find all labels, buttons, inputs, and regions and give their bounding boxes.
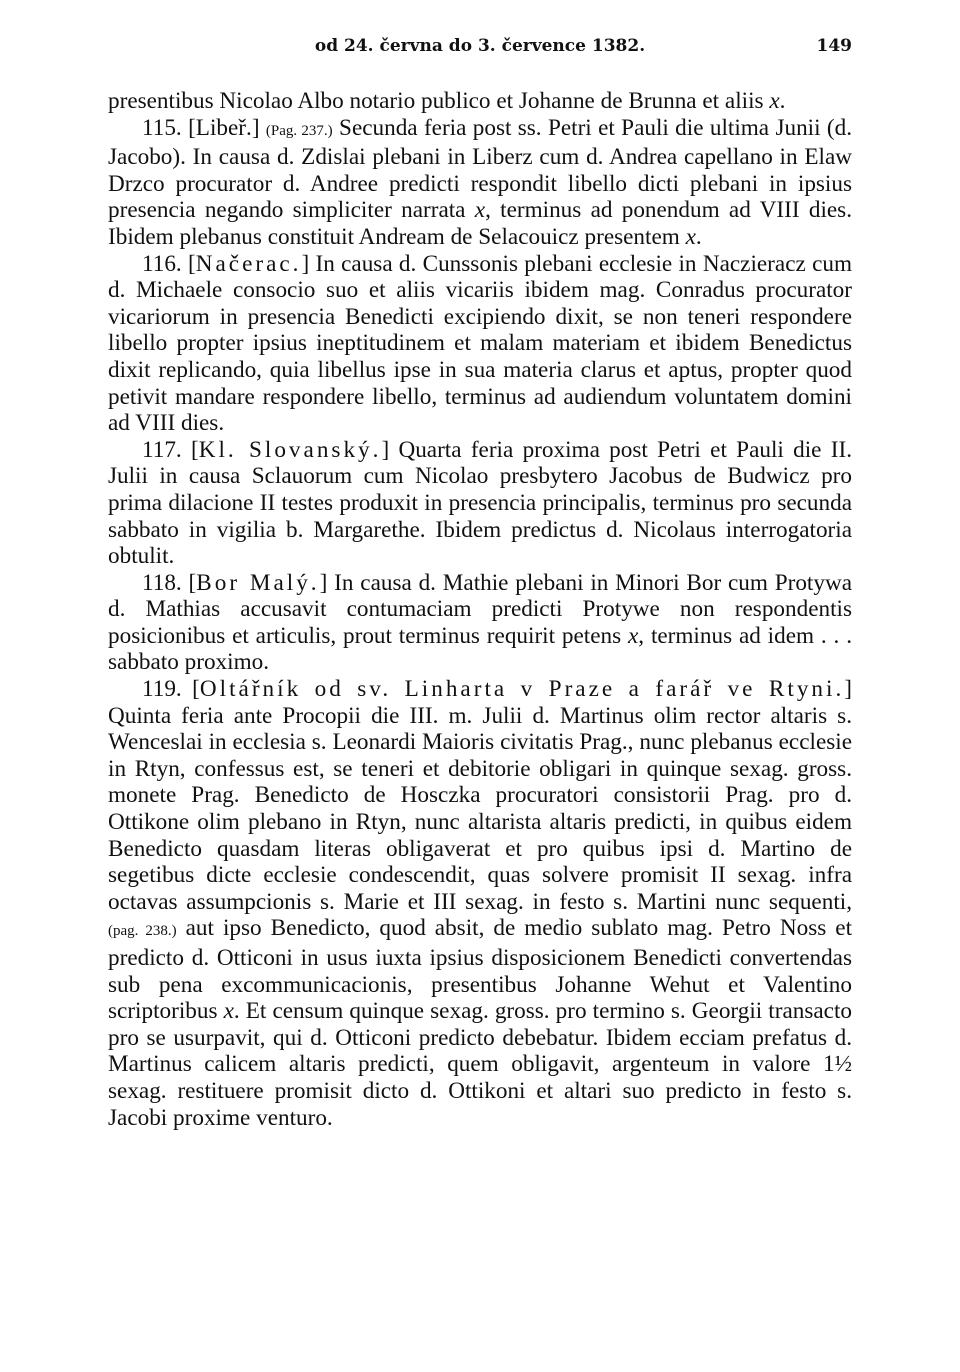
page-reference: (Pag. 237.) <box>265 122 333 139</box>
entry-text: Quarta feria proxima post Petri et Pauli die II. Julii in causa Sclauorum cum Nicolao presbytero Jacobus de Budwicz pro prima dilacione II testes produxit in presencia principalis, terminus pro secunda sabbato in vigilia b. Margarethe. Ibidem predictus d. Nicolaus interrogatoria obtulit. <box>108 436 852 570</box>
entry-number: 115. <box>142 114 182 141</box>
entry-115: 115. [Libeř.] (Pag. 237.) Secunda feria post ss. Petri et Pauli die ultima Junii (d. Jacobo). In causa d. Zdislai plebani in Liberz cum d. Andrea capellano in Elaw Drzco procurator d. Andree predicti respondit libello dicti plebani in ipsius presencia negando simpliciter narrata x, terminus ad ponendum ad VIII dies. Ibidem plebanus constituit Andream de Selacouicz presentem x. <box>108 114 853 250</box>
etc-mark: x <box>685 223 696 250</box>
entry-117: 117. [Kl. Slovanský.] Quarta feria proxima post Petri et Pauli die II. Julii in causa Sclauorum cum Nicolao presbytero Jacobus de Budwicz pro prima dilacione II testes produxit in presencia principalis, terminus pro secunda sabbato in vigilia b. Margarethe. Ibidem predictus d. Nicolaus interrogatoria obtulit. <box>108 436 852 570</box>
running-title: od 24. června do 3. července 1382. <box>314 36 646 56</box>
entry-place: Oltářník od sv. Linharta v Praze a farář ve Rtyni. <box>199 676 845 703</box>
entry-text: aut ipso Benedicto, quod absit, de medio sublato mag. Petro Noss et predicto d. Otticoni in usus iuxta ipsius disposicionem Benedicti convertendas sub pena excommunicacionis, presentibus Johanne Wehut et Valentino scriptoribus <box>108 915 853 1025</box>
entry-119: 119. [Oltářník od sv. Linharta v Praze a farář ve Rtyni.] Quinta feria ante Procopii die III. m. Julii d. Martinus olim rector altaris s. Wenceslai in ecclesia s. Leonardi Maioris civitatis Prag., nunc plebanus ecclesie in Rtyn, confessus est, se teneri et debitorie obligari in quinque sexag. gross. monete Prag. Benedicto de Hosczka procuratori consistorii Prag. pro d. Ottikone olim plebano in Rtyn, nunc altarista altaris predicti, in quibus eidem Benedicto quasdam literas obligaverat et pro quibus ipsi d. Martino de segetibus dicte ecclesie condescendit, quas solvere promisit II sexag. infra octavas assumpcionis s. Marie et III sexag. in festo s. Martini nunc sequenti, (pag. 238.) aut ipso Benedicto, quod absit, de medio sublato mag. Petro Noss et predicto d. Otticoni in usus iuxta ipsius disposicionem Benedicti convertendas sub pena excommunicacionis, presentibus Johanne Wehut et Valentino scriptoribus x. Et censum quinque sexag. gross. pro termino s. Georgii transacto pro se usurpavit, qui d. Otticoni predicto debebatur. Ibidem ecciam prefatus d. Martinus calicem altaris predicti, quem obligavit, argenteum in valore 1½ sexag. restituere promisit dicto d. Ottikoni et altari suo predicto in festo s. Jacobi proxime venturo. <box>108 676 853 1131</box>
page-number: 149 <box>816 36 852 56</box>
page-reference: (pag. 238.) <box>108 923 177 940</box>
etc-mark: x <box>223 998 234 1025</box>
entry-text: . <box>695 223 702 250</box>
intro-tail: . <box>779 88 786 114</box>
body-text <box>108 88 852 1131</box>
entry-text: Quinta feria ante Procopii die III. m. Julii d. Martinus olim rector altaris s. Wenceslai in ecclesia s. Leonardi Maioris civitatis Prag., nunc plebanus ecclesie in Rtyn, confessus est, se teneri et debitorie obligari in quinque sexag. gross. monete Prag. Benedicto de Hosczka procuratori consistorii Prag. pro d. Ottikone olim plebano in Rtyn, nunc altarista altaris predicti, in quibus eidem Benedicto quasdam literas obligaverat et pro quibus ipsi d. Martino de segetibus dicte ecclesie condescendit, quas solvere promisit II sexag. infra octavas assumpcionis s. Marie et III sexag. in festo s. Martini nunc sequenti, <box>108 702 852 915</box>
entry-text: , terminus ad idem . . . sabbato proximo. <box>108 622 852 676</box>
entry-116: 116. [Načerac.] In causa d. Cunssonis plebani ecclesie in Naczieracz cum d. Michaele consocio suo et aliis vicariis ibidem mag. Conradus procurator vicariorum in presencia Benedicti excipiendo dixit, se non teneri respondere libello propter ipsius ineptitudinem et malam materiam et ibidem Benedictus dixit replicando, quia libellus ipse in sua materia clarus et aptus, propter quod petivit mandare respondere libello, terminus ad audiendum voluntatem domini ad VIII dies. <box>108 250 852 437</box>
entry-place: Načerac. <box>195 250 302 277</box>
entry-number: 119. <box>142 676 182 703</box>
entry-text: . Et censum quinque sexag. gross. pro termino s. Georgii transacto pro se usurpavit, qui d. Otticoni predicto debebatur. Ibidem ecciam prefatus d. Martinus calicem altaris predicti, quem obligavit, argenteum in valore 1½ sexag. restituere promisit dicto d. Ottikoni et altari suo predicto in festo s. Jacobi proxime venturo. <box>108 998 852 1131</box>
intro-paragraph <box>108 88 852 115</box>
etc-mark: x <box>769 88 780 114</box>
entry-place: Bor Malý. <box>196 569 320 596</box>
entry-number: 118. <box>142 569 182 596</box>
entry-text: Secunda feria post ss. Petri et Pauli die ultima Junii (d. Jacobo). In causa d. Zdislai plebani in Liberz cum d. Andrea capellano in Elaw Drzco procurator d. Andree predicti respondit libello dicti plebani in ipsius presencia negando simpliciter narrata <box>108 114 853 224</box>
entry-118: 118. [Bor Malý.] In causa d. Mathie plebani in Minori Bor cum Protywa d. Mathias accusavit contumaciam predicti Protywe non respondentis posicionibus et articulis, prout terminus requirit petens x, terminus ad idem . . . sabbato proximo. <box>108 569 853 676</box>
entry-text: In causa d. Cunssonis plebani ecclesie in Naczieracz cum d. Michaele consocio suo et aliis vicariis ibidem mag. Conradus procurator vicariorum in presencia Benedicti excipiendo dixit, se non teneri respondere libello propter ipsius ineptitudinem et malam materiam et ibidem Benedictus dixit replicando, quia libellus ipse in sua materia clarus et aptus, propter quod petivit mandare respondere libello, terminus ad audiendum voluntatem domini ad VIII dies. <box>108 250 852 437</box>
entry-text: In causa d. Mathie plebani in Minori Bor cum Protywa d. Mathias accusavit contumaciam predicti Protywe non respondentis posicionibus et articulis, prout terminus requirit petens <box>108 569 853 649</box>
entry-text: , terminus ad ponendum ad VIII dies. Ibidem plebanus constituit Andream de Selacouicz presentem <box>108 197 853 250</box>
entry-number: 117. <box>142 436 182 463</box>
intro-text: presentibus Nicolao Albo notario publico et Johanne de Brunna et aliis <box>108 88 764 114</box>
etc-mark: x <box>628 622 639 649</box>
entry-place: Kl. Slovanský. <box>198 436 382 463</box>
etc-mark: x <box>474 197 486 224</box>
entry-place: Libeř. <box>195 114 252 141</box>
entry-number: 116. <box>142 250 182 277</box>
running-head <box>108 36 852 64</box>
